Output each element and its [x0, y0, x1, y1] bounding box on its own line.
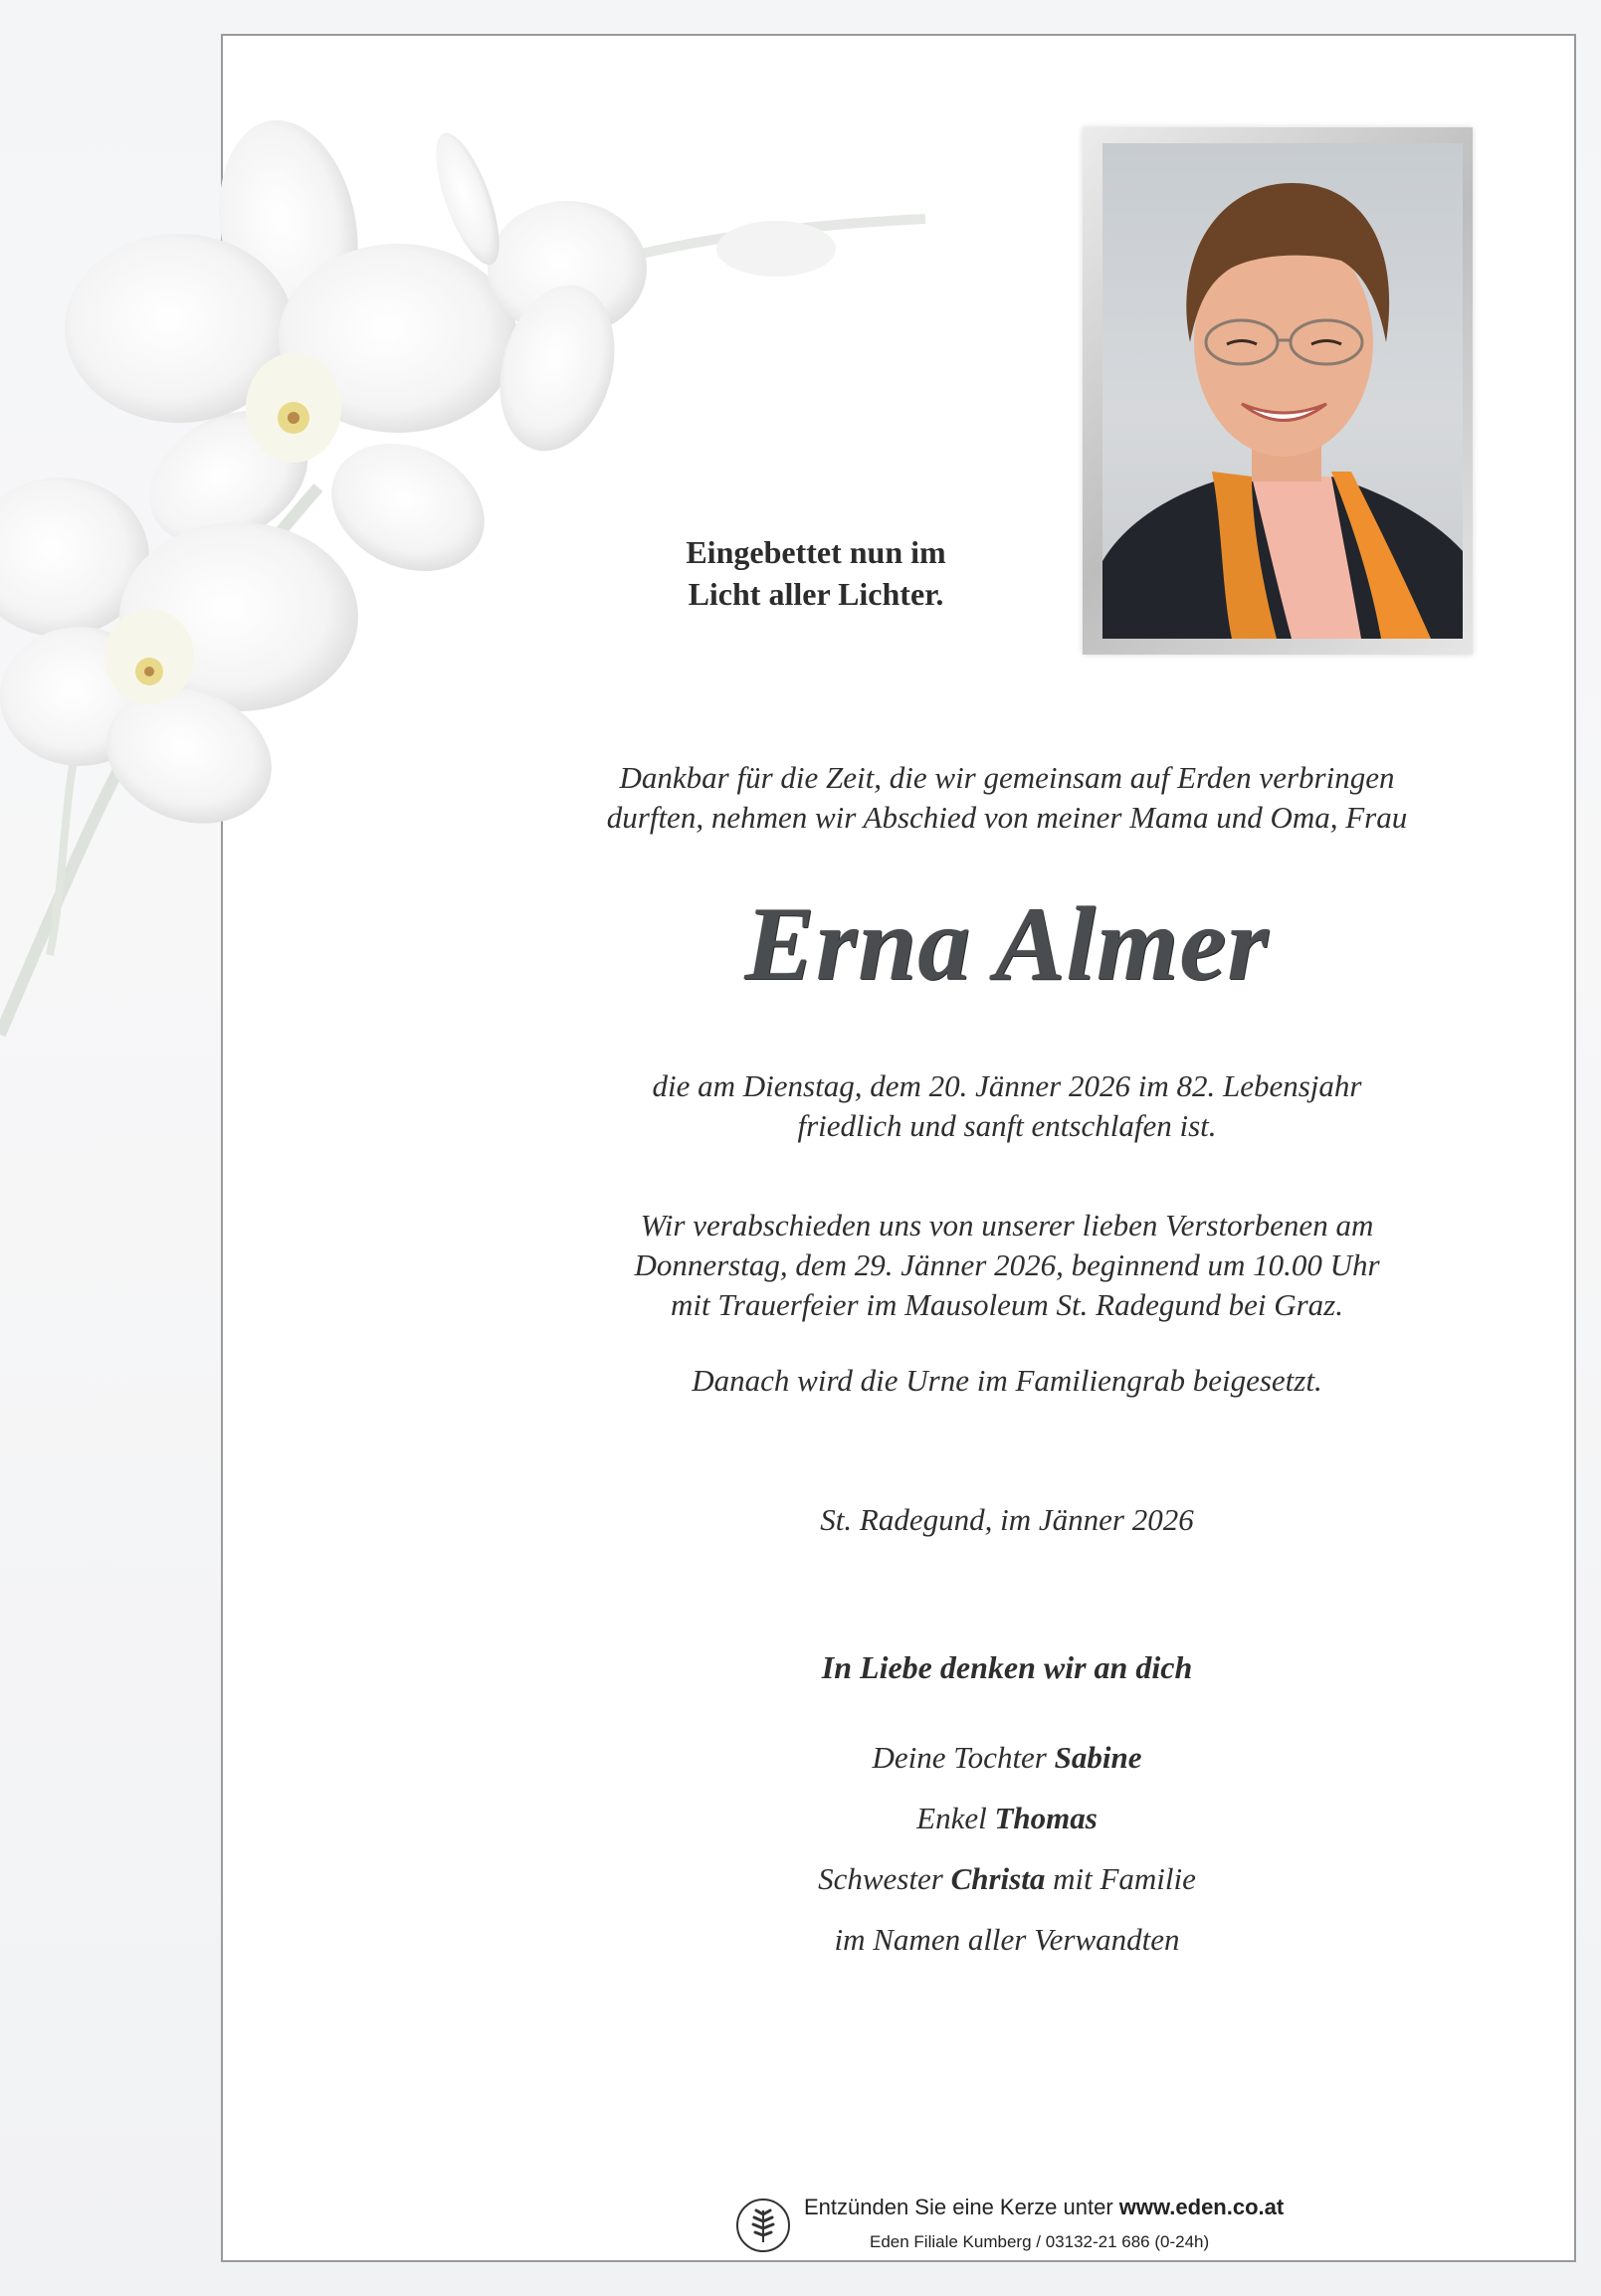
intro-text	[438, 758, 1576, 838]
family-member-1	[438, 1727, 1576, 1788]
deceased-name: Erna Almer	[744, 885, 1270, 1002]
tree-icon	[736, 2199, 790, 2252]
family-member-relation: im Namen aller Verwandten	[834, 1922, 1180, 1957]
website-link[interactable]: www.eden.co.at	[1118, 2195, 1285, 2219]
family-member-suffix: mit Familie	[1045, 1861, 1196, 1896]
death-line-2: friedlich und sanft entschlafen ist.	[797, 1108, 1217, 1143]
urn-notice: Danach wird die Urne im Familiengrab beigesetzt.	[692, 1363, 1322, 1398]
service-line-3: mit Trauerfeier im Mausoleum St. Radegund bei Graz.	[671, 1287, 1343, 1322]
family-member-relation: Deine Tochter	[872, 1740, 1055, 1775]
portrait-illustration	[1102, 143, 1463, 639]
family-member-name: Sabine	[1054, 1740, 1142, 1775]
family-member-name: Thomas	[994, 1801, 1098, 1835]
branch-info: Eden Filiale Kumberg / 03132-21 686 (0-24h)	[870, 2232, 1210, 2251]
motto-line-2: Licht aller Lichter.	[688, 576, 944, 612]
motto	[557, 531, 1075, 615]
service-line-2: Donnerstag, dem 29. Jänner 2026, beginnend um 10.00 Uhr	[634, 1247, 1380, 1282]
candle-text: Entzünden Sie eine Kerze unter	[804, 2195, 1119, 2219]
place-date: St. Radegund, im Jänner 2026	[820, 1502, 1194, 1537]
death-line-1: die am Dienstag, dem 20. Jänner 2026 im 82. Lebensjahr	[652, 1068, 1362, 1103]
family-member-4	[438, 1909, 1576, 1970]
intro-line-1: Dankbar für die Zeit, die wir gemeinsam auf Erden verbringen	[619, 760, 1395, 795]
portrait-photo	[1102, 143, 1463, 639]
family-list	[438, 1727, 1576, 1970]
family-member-relation: Enkel	[916, 1801, 995, 1835]
candle-line	[804, 2195, 1284, 2220]
footer	[736, 2193, 1373, 2260]
motto-line-1: Eingebettet nun im	[686, 534, 946, 570]
family-member-relation: Schwester	[818, 1861, 951, 1896]
intro-line-2: durften, nehmen wir Abschied von meiner Mama und Oma, Frau	[606, 800, 1408, 835]
service-info	[438, 1206, 1576, 1325]
service-line-1: Wir verabschieden uns von unserer lieben Verstorbenen am	[640, 1208, 1374, 1243]
family-member-2	[438, 1788, 1576, 1848]
family-member-name: Christa	[950, 1861, 1046, 1896]
love-line: In Liebe denken wir an dich	[821, 1649, 1193, 1685]
family-member-3	[438, 1848, 1576, 1909]
death-notice	[438, 1066, 1576, 1146]
